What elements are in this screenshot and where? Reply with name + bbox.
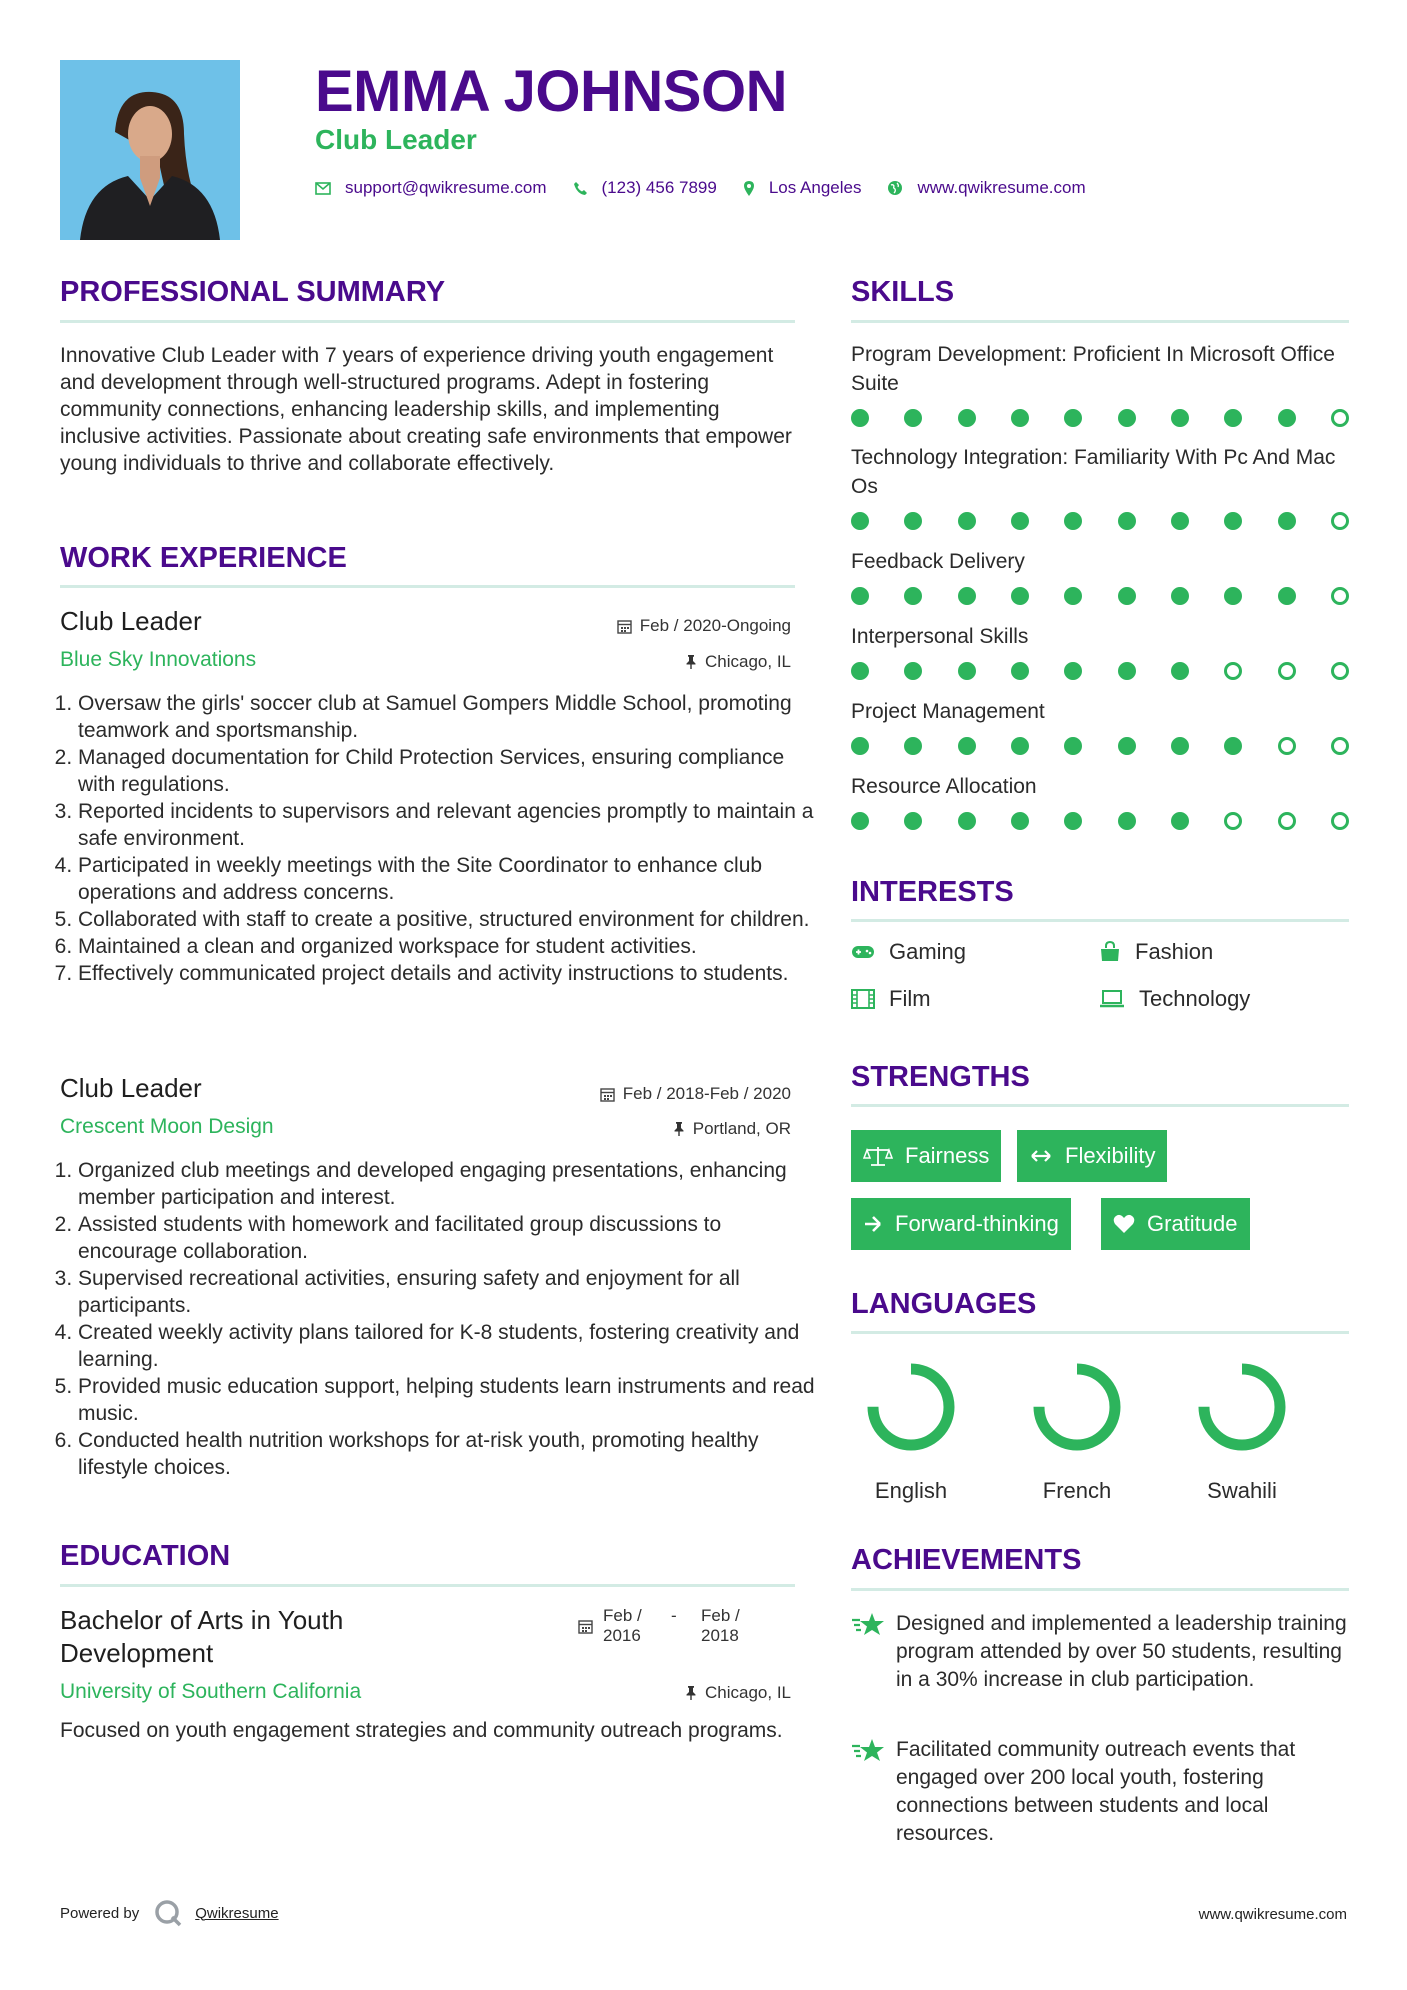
skill-label: Project Management — [851, 700, 1045, 723]
envelope-icon — [315, 182, 331, 195]
education-location-text: Chicago, IL — [705, 1683, 791, 1702]
star-icon — [851, 1612, 885, 1638]
contact-email-text: support@qwikresume.com — [345, 178, 547, 197]
skill-dot-filled — [1118, 737, 1136, 755]
skill-dot-filled — [1171, 812, 1189, 830]
list-item: 2. Managed documentation for Child Protection Services, ensuring compliance with regulations. — [78, 744, 818, 798]
film-icon — [851, 989, 875, 1009]
list-item: 1. Oversaw the girls' soccer club at Samuel Gompers Middle School, promoting teamwork and sportsmanship. — [78, 690, 818, 744]
skill-label: Resource Allocation — [851, 775, 1037, 798]
language-level-ring — [864, 1360, 958, 1454]
strengths-divider — [851, 1104, 1349, 1107]
footer-website[interactable]: www.qwikresume.com — [1198, 1906, 1347, 1923]
skill-dot-empty — [1331, 409, 1349, 427]
skill-dot-filled — [1171, 662, 1189, 680]
education-description: Focused on youth engagement strategies and community outreach programs. — [60, 1719, 783, 1742]
pushpin-icon — [673, 1121, 685, 1137]
skill-dot-filled — [1011, 587, 1029, 605]
skill-dot-filled — [904, 409, 922, 427]
candidate-name: EMMA JOHNSON — [315, 59, 787, 124]
education-heading: EDUCATION — [60, 1540, 231, 1572]
education-location — [685, 1683, 791, 1703]
job-1-dates — [617, 616, 791, 636]
contact-phone-text: (123) 456 7899 — [601, 178, 717, 197]
strength-badge-gratitude — [1101, 1198, 1250, 1250]
education-start-date: Feb / 2016 — [603, 1606, 642, 1645]
skill-dot-filled — [1011, 737, 1029, 755]
job-1-title: Club Leader — [60, 606, 202, 636]
skill-dot-empty — [1331, 737, 1349, 755]
strength-label: Gratitude — [1147, 1211, 1238, 1236]
skill-rating — [851, 737, 1349, 757]
interest-label: Fashion — [1135, 939, 1214, 964]
skill-dot-filled — [1064, 409, 1082, 427]
skill-dot-filled — [904, 512, 922, 530]
shopping-bag-icon — [1099, 941, 1121, 963]
education-degree: Bachelor of Arts in Youth Development — [60, 1605, 344, 1668]
laptop-icon — [1099, 990, 1125, 1008]
language-french — [1012, 1360, 1142, 1504]
calendar-icon — [578, 1619, 593, 1634]
skill-dot-filled — [1224, 737, 1242, 755]
skill-dot-filled — [1118, 662, 1136, 680]
skill-label: Feedback Delivery — [851, 550, 1025, 573]
skill-dot-empty — [1224, 812, 1242, 830]
skill-dot-filled — [958, 812, 976, 830]
pushpin-icon — [685, 1685, 697, 1701]
contact-phone[interactable] — [573, 178, 717, 198]
skill-dot-filled — [958, 512, 976, 530]
job-1-location — [685, 652, 791, 672]
skill-dot-filled — [1118, 812, 1136, 830]
skill-dot-filled — [1171, 512, 1189, 530]
list-item: 4. Created weekly activity plans tailored for K-8 students, fostering creativity and learning. — [78, 1319, 818, 1373]
skill-dot-empty — [1278, 812, 1296, 830]
job-2-location — [673, 1119, 791, 1139]
skill-dot-filled — [904, 587, 922, 605]
list-item: 1. Organized club meetings and developed engaging presentations, enhancing member participation and interest. — [78, 1157, 818, 1211]
education-school: University of Southern California — [60, 1680, 362, 1703]
contact-location-text: Los Angeles — [768, 178, 862, 197]
skill-dot-filled — [1064, 512, 1082, 530]
skill-dot-filled — [1118, 512, 1136, 530]
skill-dot-filled — [1171, 587, 1189, 605]
arrow-right-icon — [863, 1215, 883, 1233]
skill-rating — [851, 409, 1349, 429]
job-2-dates-text: Feb / 2018-Feb / 2020 — [622, 1084, 791, 1103]
languages-divider — [851, 1331, 1349, 1334]
job-1-location-text: Chicago, IL — [705, 652, 791, 671]
experience-divider — [60, 585, 795, 588]
strength-label: Forward-thinking — [895, 1211, 1059, 1236]
language-english — [846, 1360, 976, 1504]
interest-film — [851, 986, 931, 1012]
experience-heading: WORK EXPERIENCE — [60, 542, 347, 574]
list-item: 5. Provided music education support, helping students learn instruments and read music. — [78, 1373, 818, 1427]
skill-dot-filled — [904, 662, 922, 680]
skill-dot-empty — [1278, 662, 1296, 680]
summary-divider — [60, 320, 795, 323]
job-2-dates — [600, 1084, 791, 1104]
skills-heading: SKILLS — [851, 276, 955, 308]
skill-dot-filled — [904, 812, 922, 830]
skill-dot-filled — [1278, 587, 1296, 605]
strength-badge-forward-thinking — [851, 1198, 1071, 1250]
skill-dot-filled — [1064, 587, 1082, 605]
job-2-title: Club Leader — [60, 1073, 202, 1103]
achievement-item — [851, 1736, 1361, 1848]
education-divider — [60, 1584, 795, 1587]
skills-divider — [851, 320, 1349, 323]
skill-dot-filled — [851, 409, 869, 427]
skill-dot-empty — [1331, 512, 1349, 530]
achievement-item — [851, 1610, 1361, 1694]
achievements-divider — [851, 1588, 1349, 1591]
strength-label: Flexibility — [1065, 1143, 1156, 1168]
skill-dot-filled — [1064, 662, 1082, 680]
qwikresume-logo-icon — [153, 1898, 183, 1928]
job-1-responsibilities — [60, 690, 818, 987]
interests-divider — [851, 919, 1349, 922]
languages-heading: LANGUAGES — [851, 1288, 1037, 1320]
skill-dot-filled — [1278, 512, 1296, 530]
skill-dot-filled — [1171, 737, 1189, 755]
skill-dot-filled — [958, 409, 976, 427]
education-dates — [578, 1606, 769, 1646]
list-item: 3. Supervised recreational activities, ensuring safety and enjoyment for all participants. — [78, 1265, 818, 1319]
achievement-text: Designed and implemented a leadership training program attended by over 50 students, resulting in a 30% increase in club participation. — [896, 1612, 1347, 1691]
skill-rating — [851, 812, 1349, 832]
strength-badge-flexibility — [1017, 1130, 1167, 1182]
skill-dot-empty — [1224, 662, 1242, 680]
skill-dot-filled — [1064, 812, 1082, 830]
skill-dot-filled — [904, 737, 922, 755]
language-swahili — [1177, 1360, 1307, 1504]
skill-dot-filled — [1118, 587, 1136, 605]
skill-dot-filled — [851, 587, 869, 605]
interest-label: Film — [889, 986, 931, 1011]
skill-dot-empty — [1331, 662, 1349, 680]
job-1-company: Blue Sky Innovations — [60, 648, 257, 671]
profile-photo — [60, 60, 240, 240]
map-pin-icon — [743, 180, 755, 197]
language-level-ring — [1195, 1360, 1289, 1454]
qwikresume-link[interactable]: Qwikresume — [195, 1904, 279, 1922]
contact-bar — [315, 178, 1112, 198]
interest-fashion — [1099, 939, 1213, 965]
skill-dot-filled — [1011, 409, 1029, 427]
skill-dot-filled — [1118, 409, 1136, 427]
contact-website-text: www.qwikresume.com — [917, 178, 1086, 197]
summary-text: Innovative Club Leader with 7 years of experience driving youth engagement and development through well-structured programs. Adept in fostering community connections, enhancing leadership skills, and implementing inclusive activities. Passionate about creating safe environments that empower young individuals to thrive and collaborate effectively. — [60, 344, 792, 475]
skill-dot-filled — [958, 587, 976, 605]
language-level-ring — [1030, 1360, 1124, 1454]
powered-by-label: Powered by — [60, 1904, 140, 1922]
date-separator: - — [671, 1606, 677, 1625]
job-2-location-text: Portland, OR — [692, 1119, 791, 1138]
skill-dot-filled — [1011, 512, 1029, 530]
skill-dot-filled — [851, 737, 869, 755]
phone-icon — [573, 181, 588, 196]
language-label: Swahili — [1207, 1478, 1277, 1503]
footer-powered-by — [60, 1898, 279, 1928]
skill-dot-filled — [851, 812, 869, 830]
strengths-heading: STRENGTHS — [851, 1061, 1030, 1093]
language-label: English — [874, 1478, 948, 1503]
skill-dot-filled — [851, 512, 869, 530]
skill-label: Technology Integration: Familiarity With Pc And Mac Os — [851, 446, 1336, 498]
skill-dot-filled — [958, 662, 976, 680]
list-item: 6. Maintained a clean and organized workspace for student activities. — [78, 933, 818, 960]
interest-technology — [1099, 986, 1250, 1012]
skill-dot-filled — [851, 662, 869, 680]
job-2-responsibilities — [60, 1157, 818, 1481]
gamepad-icon — [851, 945, 875, 959]
contact-location — [743, 178, 862, 198]
calendar-icon — [600, 1087, 615, 1102]
summary-heading: PROFESSIONAL SUMMARY — [60, 276, 446, 308]
achievement-text: Facilitated community outreach events that engaged over 200 local youth, fostering connections between students and local resources. — [896, 1738, 1296, 1845]
skill-rating — [851, 587, 1349, 607]
skill-label: Program Development: Proficient In Microsoft Office Suite — [851, 343, 1335, 395]
globe-icon — [887, 180, 903, 196]
list-item: 5. Collaborated with staff to create a positive, structured environment for children. — [78, 906, 818, 933]
skill-dot-filled — [1278, 409, 1296, 427]
skill-label: Interpersonal Skills — [851, 625, 1029, 648]
skill-dot-empty — [1331, 587, 1349, 605]
skill-dot-filled — [1224, 512, 1242, 530]
arrows-horizontal-icon — [1029, 1149, 1053, 1163]
skill-dot-filled — [1224, 409, 1242, 427]
interest-gaming — [851, 939, 966, 965]
interest-label: Gaming — [889, 939, 967, 964]
skill-dot-filled — [1064, 737, 1082, 755]
education-end-date: Feb / 2018 — [701, 1606, 740, 1645]
candidate-role: Club Leader — [315, 124, 477, 155]
skill-dot-filled — [1011, 662, 1029, 680]
skill-dot-empty — [1278, 737, 1296, 755]
strength-badge-fairness — [851, 1130, 1001, 1182]
scale-icon — [863, 1145, 893, 1167]
interests-heading: INTERESTS — [851, 876, 1014, 908]
list-item: 6. Conducted health nutrition workshops for at-risk youth, promoting healthy lifestyle choices. — [78, 1427, 818, 1481]
strength-label: Fairness — [905, 1143, 990, 1168]
language-label: French — [1042, 1478, 1112, 1503]
job-1-dates-text: Feb / 2020-Ongoing — [639, 616, 791, 635]
contact-website[interactable] — [887, 178, 1085, 198]
calendar-icon — [617, 619, 632, 634]
pushpin-icon — [685, 654, 697, 670]
list-item: 7. Effectively communicated project details and activity instructions to students. — [78, 960, 818, 987]
interest-label: Technology — [1139, 986, 1251, 1011]
contact-email[interactable] — [315, 178, 547, 198]
skill-dot-filled — [1171, 409, 1189, 427]
list-item: 4. Participated in weekly meetings with the Site Coordinator to enhance club operations and address concerns. — [78, 852, 818, 906]
skill-dot-filled — [1011, 812, 1029, 830]
skill-dot-empty — [1331, 812, 1349, 830]
list-item: 2. Assisted students with homework and facilitated group discussions to encourage collaboration. — [78, 1211, 818, 1265]
skill-dot-filled — [1224, 587, 1242, 605]
skill-rating — [851, 662, 1349, 682]
skill-rating — [851, 512, 1349, 532]
list-item: 3. Reported incidents to supervisors and relevant agencies promptly to maintain a safe environment. — [78, 798, 818, 852]
skill-dot-filled — [958, 737, 976, 755]
job-2-company: Crescent Moon Design — [60, 1115, 274, 1138]
star-icon — [851, 1738, 885, 1764]
heart-icon — [1113, 1214, 1135, 1234]
achievements-heading: ACHIEVEMENTS — [851, 1544, 1082, 1576]
